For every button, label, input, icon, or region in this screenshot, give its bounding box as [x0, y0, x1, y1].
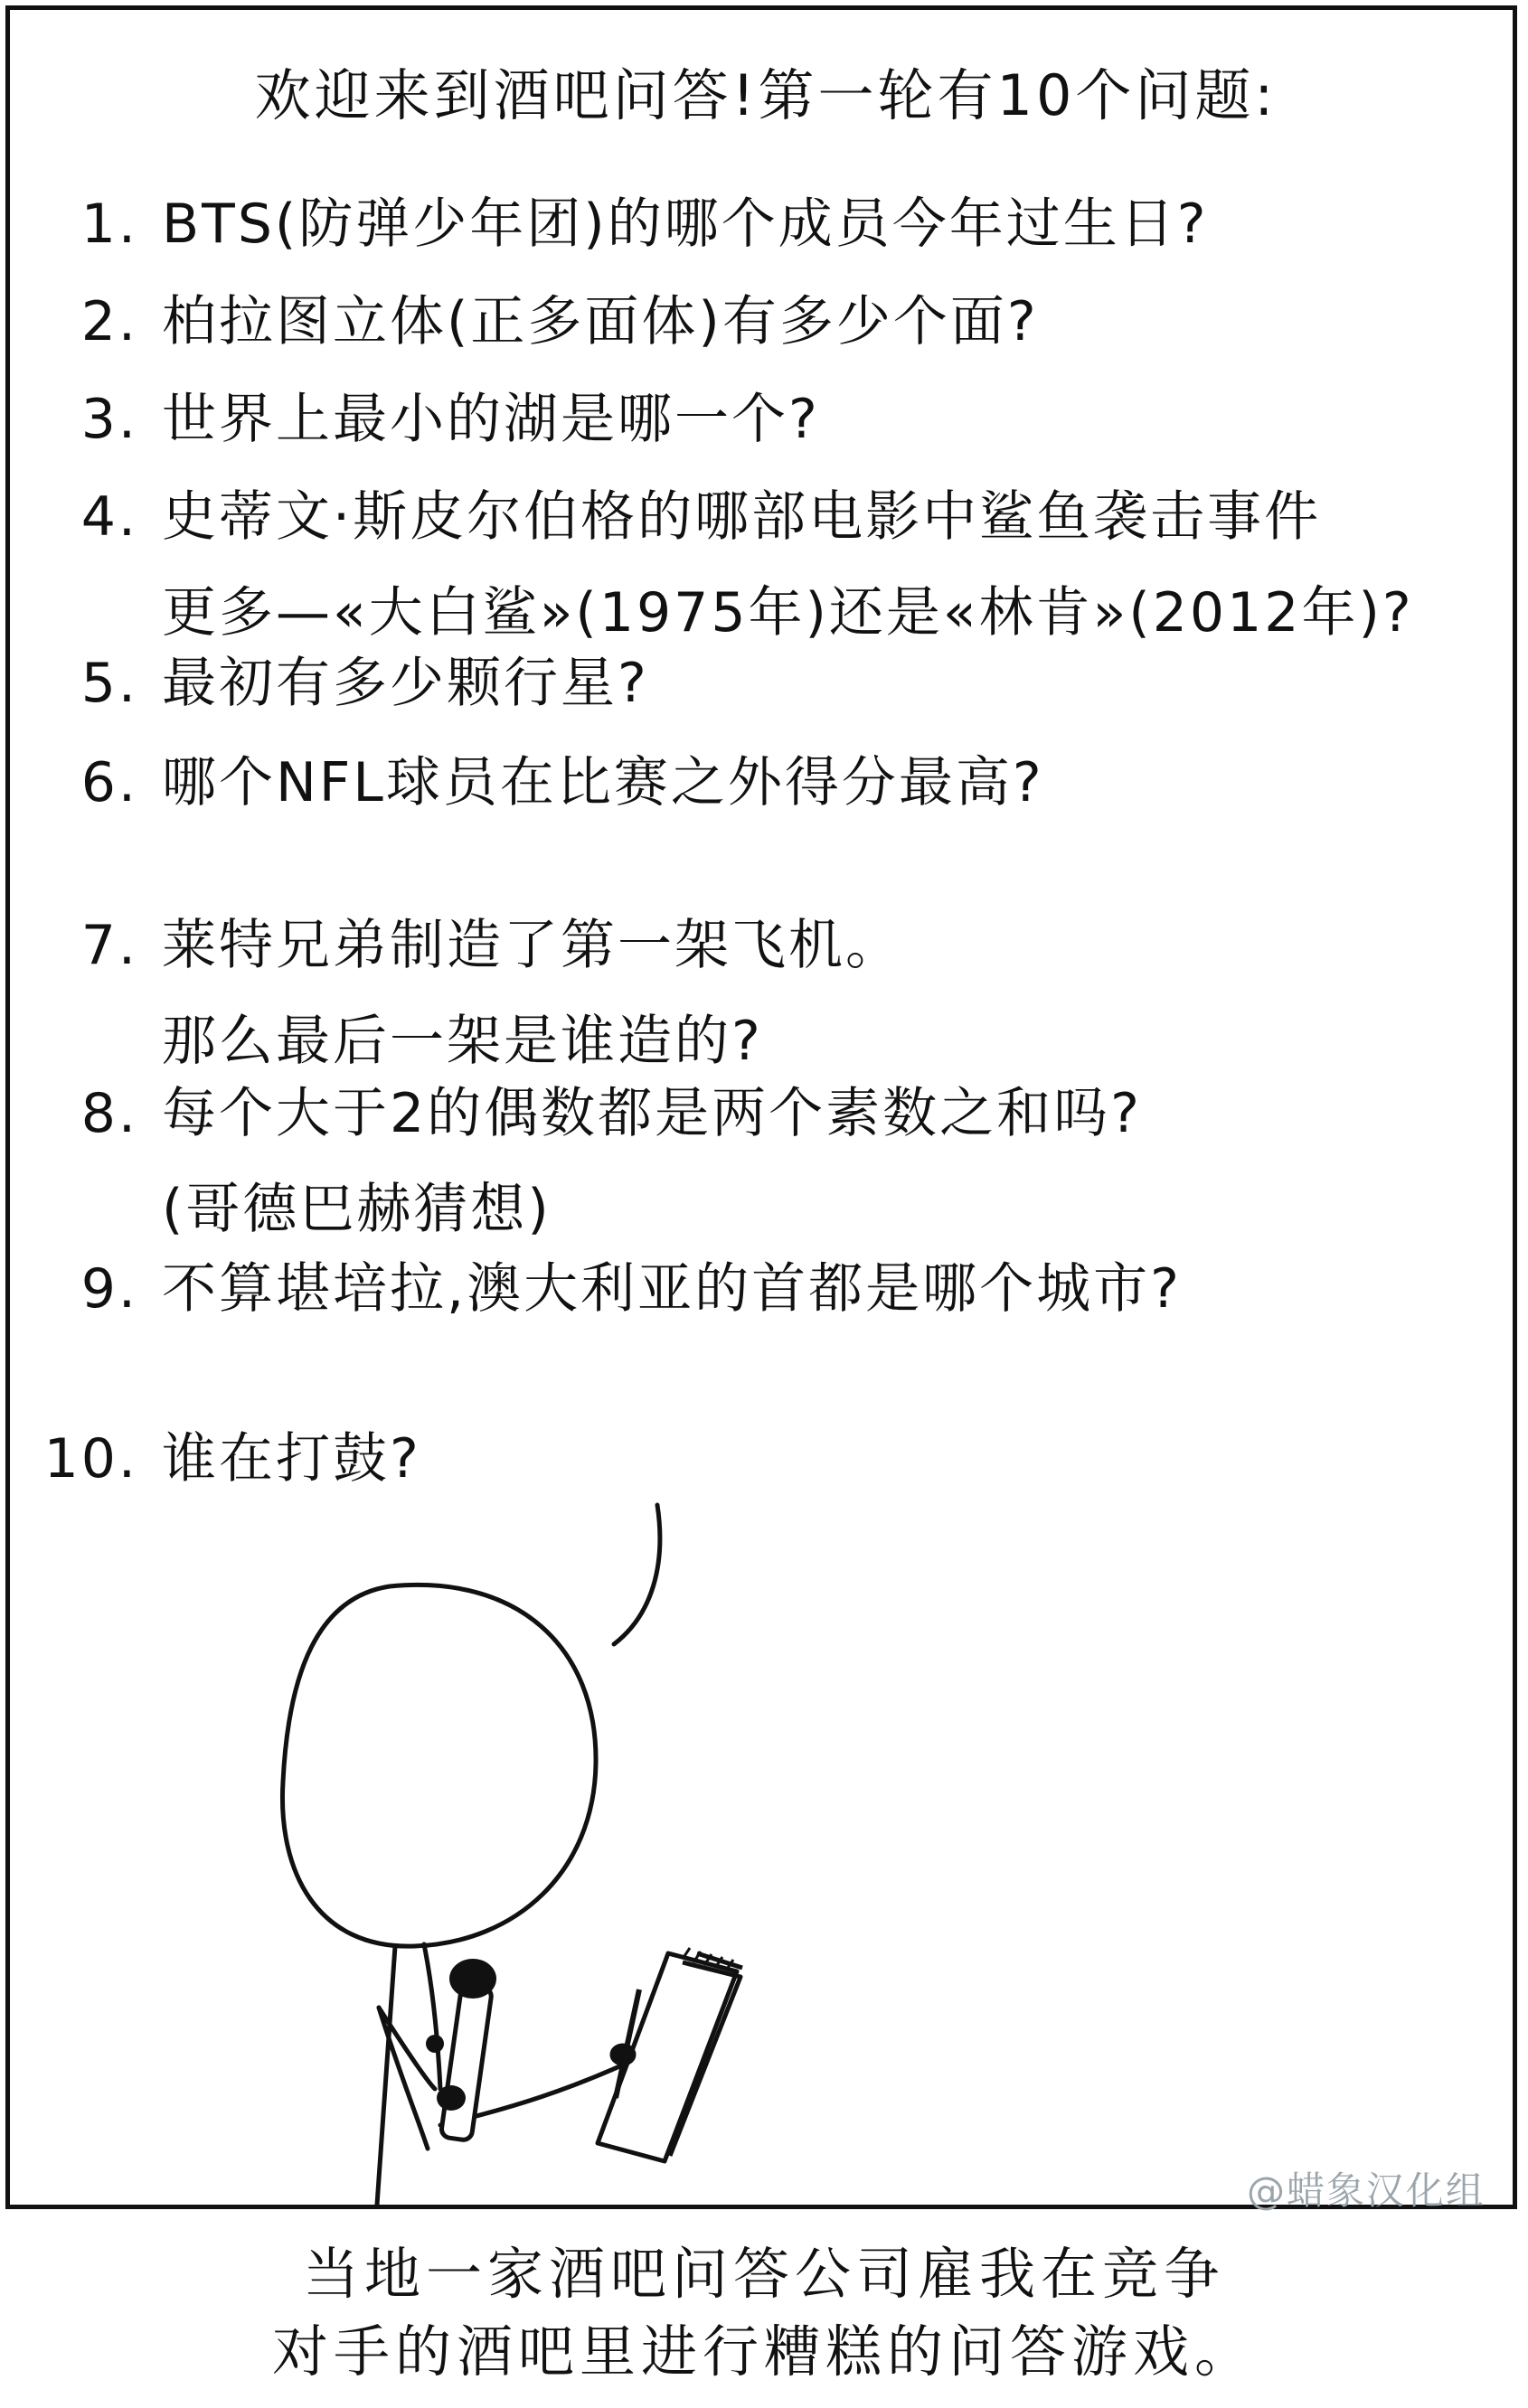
question-number: 1.: [80, 193, 138, 256]
question-text: BTS(防弹少年团)的哪个成员今年过生日?: [162, 193, 1209, 256]
question-text: 不算堪培拉,澳大利亚的首都是哪个城市?: [162, 1257, 1182, 1321]
quiz-headline: 欢迎来到酒吧问答!第一轮有10个问题:: [254, 62, 1278, 128]
question-text: 哪个NFL球员在比赛之外得分最高?: [162, 751, 1044, 814]
caption-line-1: 当地一家酒吧问答公司雇我在竞争: [302, 2241, 1225, 2307]
body-right-line: [424, 1944, 440, 2089]
speech-tail: [614, 1505, 660, 1644]
question-number: 6.: [80, 751, 138, 814]
caption-line-2: 对手的酒吧里进行糟糕的问答游戏。: [271, 2319, 1256, 2384]
stick-figure-quizmaster: [10, 10, 1513, 2205]
question-number: 3.: [80, 388, 138, 451]
question-text: 每个大于2的偶数都是两个素数之和吗? (哥德巴赫猜想): [162, 1082, 1143, 1241]
head: [282, 1585, 596, 1946]
question-text: 史蒂文·斯皮尔伯格的哪部电影中鲨鱼袭击事件 更多—«大白鲨»(1975年)还是«林肯»(2012年)?: [162, 485, 1414, 644]
question-text: 柏拉图立体(正多面体)有多少个面?: [162, 290, 1039, 353]
question-text: 世界上最小的湖是哪一个?: [162, 388, 820, 451]
question-number: 4.: [80, 485, 138, 549]
notepad-icon: [598, 1948, 742, 2161]
question-text: 谁在打鼓?: [162, 1427, 421, 1491]
comic-panel: [5, 5, 1517, 2213]
translator-watermark: @蜡象汉化组: [1247, 2168, 1486, 2213]
question-number: 9.: [80, 1257, 138, 1321]
question-number: 8.: [80, 1082, 138, 1145]
body: [377, 1946, 395, 2205]
question-text: 最初有多少颗行星?: [162, 652, 649, 715]
question-number: 7.: [80, 914, 138, 977]
question-number: 10.: [43, 1427, 138, 1491]
question-text: 莱特兄弟制造了第一架飞机。 那么最后一架是谁造的?: [162, 914, 902, 1073]
question-number: 2.: [80, 290, 138, 353]
question-number: 5.: [80, 652, 138, 715]
